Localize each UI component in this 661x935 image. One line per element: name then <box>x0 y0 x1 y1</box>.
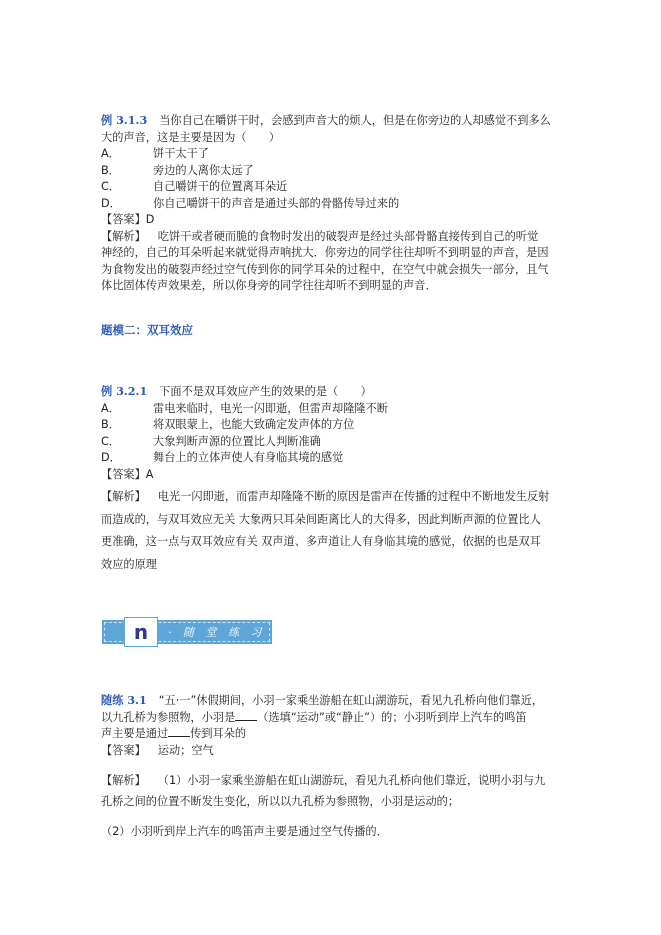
answer-value: D <box>145 213 155 226</box>
question-line <box>101 112 567 130</box>
option-a: A． 雷电来临时，电光一闪即逝，但雷声却隆隆不断 <box>101 401 388 415</box>
option-b: B． 将双眼蒙上，也能大致确定发声体的方位 <box>101 418 355 431</box>
answer-line <box>101 743 567 760</box>
example-3-2-1 <box>101 383 567 573</box>
answer-label: 【答案】 <box>101 743 146 757</box>
fill-blank <box>168 726 190 737</box>
fill-blank <box>235 710 257 721</box>
question-line: 以九孔桥为参照物，小羽是 （选填“运动”或“静止”）的；小羽听到岸上汽车的鸣笛 <box>101 710 527 724</box>
analysis-line: 更准确，这一点与双耳效应有关 双声道、多声道让人有身临其境的感觉，依据的也是双耳 <box>101 535 541 548</box>
example-3-1-3 <box>101 112 567 295</box>
section-heading: 题模二：双耳效应 <box>101 323 193 337</box>
answer-line <box>101 467 567 484</box>
question-text: 当你自己在嚼饼干时，会感到声音大的烦人，但是在你旁边的人却感觉不到多么 <box>159 114 551 127</box>
question-text: 下面不是双耳效应产生的效果的是（ ） <box>159 385 372 398</box>
example-tag: 例 3.2.1 <box>101 384 148 398</box>
answer-value: 运动；空气 <box>157 743 214 757</box>
analysis-line: 效应的原理 <box>101 557 157 571</box>
option-c: C． 自己嚼饼干的位置离耳朵近 <box>101 180 288 193</box>
practice-3-1 <box>101 692 567 841</box>
question-line: 声主要是通过 传到耳朵的 <box>101 727 247 740</box>
option-b: B． 旁边的人离你太远了 <box>101 163 254 177</box>
analysis-line: 体比固体传声效果差，所以你身旁的同学往往却听不到明显的声音． <box>101 279 437 292</box>
answer-value: A <box>145 467 154 481</box>
analysis-part-2: （2）小羽听到岸上汽车的鸣笛声主要是通过空气传播的． <box>101 825 388 838</box>
practice-tag: 随练 3.1 <box>101 693 147 707</box>
practice-banner <box>102 617 272 653</box>
question-line <box>101 383 567 401</box>
analysis-label: 【解析】 <box>101 229 146 243</box>
analysis-line: 神经的，自己的耳朵听起来就觉得声响扰大．你旁边的同学往往却听不到明显的声音，是因 <box>101 246 549 259</box>
analysis-line: 为食物发出的破裂声经过空气传到你的同学耳朵的过程中，在空气中就会损失一部分，且气 <box>101 262 549 276</box>
answer-label: 【答案】 <box>101 467 146 481</box>
banner-badge-letter: n <box>133 620 149 644</box>
question-line: 随练 3.1 “五·一”休假期间，小羽一家乘坐游船在虹山湖游玩，看见九孔桥向他们靠近， <box>101 693 544 707</box>
analysis-line: 而造成的，与双耳效应无关 大象两只耳朵间距离比人的大得多，因此判断声源的位置比人 <box>101 512 541 526</box>
analysis-label: 【解析】 <box>101 490 146 503</box>
banner-label: · 随 堂 练 习 · <box>168 626 266 653</box>
option-d: D． 舞台上的立体声使人有身临其境的感觉 <box>101 451 344 464</box>
answer-label: 【答案】 <box>101 213 146 226</box>
option-a: A． 饼干太干了 <box>101 147 209 160</box>
question-line: 大的声音，这是主要是因为（ ） <box>101 130 281 144</box>
analysis-line: 【解析】 （1）小羽一家乘坐游船在虹山湖游玩，看见九孔桥向他们靠近，说明小羽与九 <box>101 774 546 787</box>
answer-line <box>101 212 567 229</box>
option-d: D． 你自己嚼饼干的声音是通过头部的骨骼传导过来的 <box>101 196 400 210</box>
example-tag: 例 3.1.3 <box>101 113 148 127</box>
analysis-line: 【解析】 电光一闪即逝，而雷声却隆隆不断的原因是雷声在传播的过程中不断地发生反射 <box>101 490 550 503</box>
option-c: C． 大象判断声源的位置比人判断准确 <box>101 434 321 448</box>
analysis-line: 【解析】 吃饼干或者硬而脆的食物时发出的破裂声是经过头部骨骼直接传到自己的听觉 <box>101 229 539 243</box>
banner-badge <box>124 617 158 647</box>
analysis-label: 【解析】 <box>101 774 146 787</box>
analysis-line: 孔桥之间的位置不断发生变化，所以以九孔桥为参照物，小羽是运动的； <box>101 794 460 808</box>
